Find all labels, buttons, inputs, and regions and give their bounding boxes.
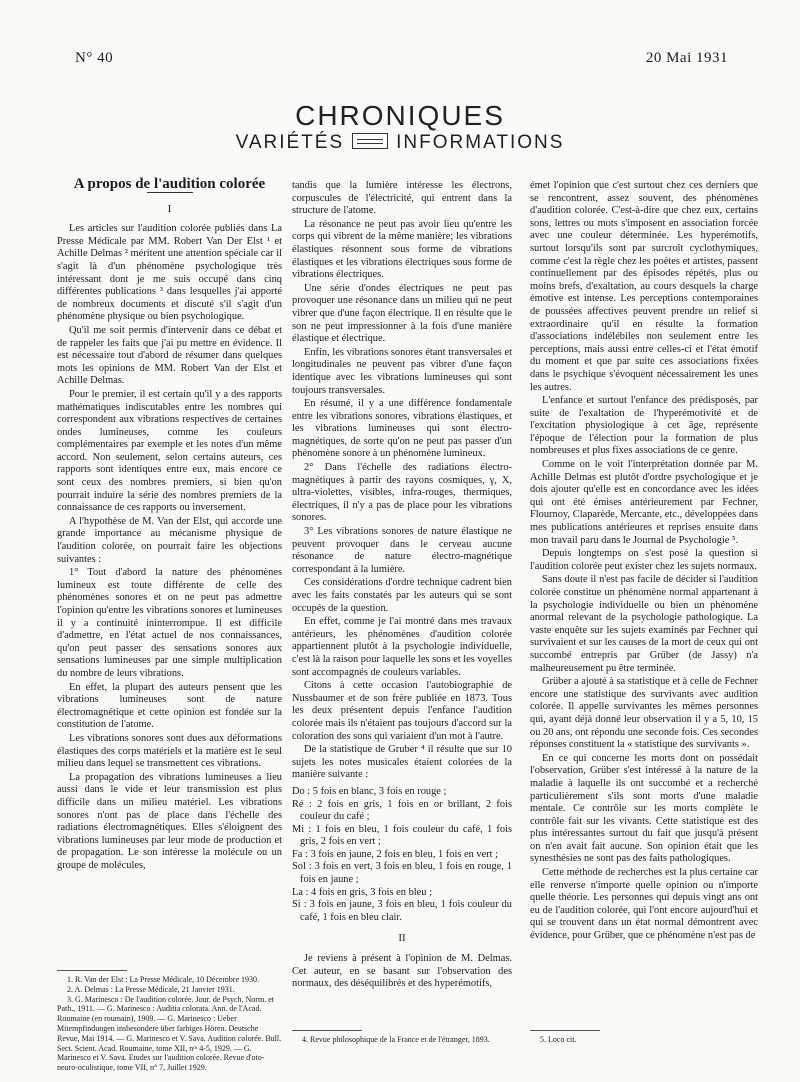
paragraph: En effet, la plupart des auteurs pensent que les vibrations lumineuses sont de nature électromagnétique et cette opinion est fondée sur la constitution de l'atome. <box>57 681 282 731</box>
footnote: 3. G. Marinesco : De l'audition colorée. Jour. de Psych. Norm. et Path., 1911. — G. Marinesco : Auditia colorata. Ann. de l'Acad. Roumaine (en roumain), 1909. — G. Marinesco : Ueber Mitempfindungen insbesondere über farbiges Hören. Deutsche Revue, Mai 1914. — G. Marinesco et V. Sava. Audition colorée. Bull. Sect. Scient. Acad. Roumaine, tome XII, nᵒˢ 4-5, 1929. — G. Marinesco et V. Sava. Etudes sur l'audition colorée. Revue d'oto-neuro-oculistique, tome VII, n° 7, Juillet 1929. <box>57 994 282 1073</box>
column-3 <box>530 180 758 944</box>
paragraph: Les articles sur l'audition colorée publiés dans La Presse Médicale par MM. Robert Van Der Elst ¹ et Achille Delmas ² méritent une attention spéciale car il s'agit là d'un phénomène psychologique très intéressant dont je me suis occupé dans cinq différentes publications ³ dans lesquelles j'ai apporté de nombreux documents et discuté s'il s'agit d'un phénomène physique ou bien psychologique. <box>57 223 282 323</box>
masthead-varietes: VARIÉTÉS <box>235 132 345 153</box>
list-item: Si : 3 fois en jaune, 3 fois en bleu, 1 fois couleur du café, 1 fois en bleu clair. <box>292 899 512 923</box>
paragraph: L'enfance et surtout l'enfance des prédisposés, par suite de l'exaltation de l'hyperémotivité et de l'excitation physiologique à cet âge, représente l'époque de l'élection pour la formation de plus nombreuses et plus fixes associations de ce genre. <box>530 395 758 457</box>
paragraph: Qu'il me soit permis d'intervenir dans ce débat et de rappeler les faits que j'ai pu mettre en évidence. Il est nécessaire tout d'abord de résumer dans quelques mots les opinions de MM. Robert Van der Elst et Achille Delmas. <box>57 324 282 387</box>
paragraph: 3° Les vibrations sonores de nature élastique ne peuvent provoquer dans le cerveau aucune résonance de nature électro-magnétique correspondant à la lumière. <box>292 526 512 575</box>
column-2 <box>292 180 512 992</box>
masthead-informations: INFORMATIONS <box>396 132 565 153</box>
paragraph: Je reviens à présent à l'opinion de M. Delmas. Cet auteur, en se basant sur l'observation des normaux, des déséquilibrés et des hyperémotifs, <box>292 953 512 990</box>
paragraph: 1° Tout d'abord la nature des phénomènes lumineux est toute différente de celle des phénomènes sonores et on ne peut pas admettre l'opinion qu'entre les vibrations sonores et lumineuses il y a continuité ininterrompue. Il est difficile d'admettre, en l'état actuel de nos connaissances, qu'on peut passer des sensations sonores aux sensations lumineuses par une simple multiplication du nombre de leurs vibrations. <box>57 567 282 679</box>
masthead-subtitle <box>0 132 800 154</box>
list-item: Fa : 3 fois en jaune, 2 fois en bleu, 1 fois en vert ; <box>292 848 499 860</box>
paragraph: Citons à cette occasion l'autobiographie de Nussbaumer et de son frère publiée en 1873. Tous les deux présentent depuis l'enfance l'audition colorée mais ils n'étaient pas toujours d'accord sur la coloration des sons qui variaient d'un mot à l'autre. <box>292 680 512 742</box>
column-2-body-after <box>292 953 512 991</box>
footnote-rule <box>292 1030 362 1031</box>
list-item: La : 4 fois en gris, 3 fois en bleu ; <box>292 886 432 898</box>
ornament-icon <box>352 133 388 149</box>
article-title: A propos de l'audition colorée <box>73 176 266 192</box>
section-heading-2: II <box>398 932 406 945</box>
column-1-body <box>57 223 282 872</box>
footnotes-column-2 <box>292 1030 512 1045</box>
issue-number: N° 40 <box>75 50 114 66</box>
paragraph: Comme on le voit l'interprétation donnée par M. Achille Delmas est plutôt d'ordre psychologique et je dois ajouter qu'elle est en concordance avec les idées qui ont été émises antérieurement par Fechner, Flournoy, Claparède, Mercante, etc., développées dans mes publications antérieures et reprises ensuite dans mon travail paru dans le Journal de Psychologie ⁵. <box>530 459 758 546</box>
paragraph: En ce qui concerne les morts dont on possédait l'observation, Grüber s'est intéressé à la nature de la maladie à laquelle ils ont succombé et a recherché particulièrement s'ils sont morts d'une maladie mentale. Ce contrôle sur les morts complète le contrôle fait sur les vivants. Cette statistique est des plus intéressantes surtout du fait que jusqu'à présent on n'en avait fait aucune. Son opinion était que les synesthésies ne sont pas des faits pathologiques. <box>530 752 758 865</box>
paragraph: De la statistique de Gruber ⁴ il résulte que sur 10 sujets les notes musicales étaient colorées de la manière suivante : <box>292 744 512 781</box>
paragraph: Enfin, les vibrations sonores étant transversales et longitudinales ne peuvent pas vibrer d'une façon identique avec les vibrations lumineuses qui sont toujours transversales. <box>292 346 512 396</box>
paragraph: 2° Dans l'échelle des radiations électro-magnétiques à partir des rayons cosmiques, γ, X, ultra-violettes, visibles, infra-rouges, thermiques, électriques, il n'y a pas de place pour les vibrations sonores. <box>292 462 512 524</box>
paragraph: Depuis longtemps on s'est posé la question si l'audition colorée peut exister chez les sujets normaux. <box>530 548 758 572</box>
list-item: Ré : 2 fois en gris, 1 fois en or brillant, 2 fois couleur du café ; <box>292 798 512 823</box>
list-item: Mi : 1 fois en bleu, 1 fois couleur du café, 1 fois gris, 2 fois en vert ; <box>292 823 512 848</box>
paragraph: Les vibrations sonores sont dues aux déformations élastiques des corps matériels et la matière est le seul milieu dans lequel se transmettent ces vibrations. <box>57 732 282 770</box>
footnote: 4. Revue philosophique de la France et de l'étranger, 1893. <box>302 1035 490 1044</box>
paragraph: Cette méthode de recherches est la plus certaine car elle renverse n'importe quelle opinion ou n'importe quelle théorie. Les personnes qui depuis vingt ans ont eu de l'audition colorée, qui l'ont encore aujourd'hui et qui se trouvent dans un état normal démontrent avec évidence, pour Grüber, que ce phénomène n'est pas de <box>530 867 758 942</box>
footnote: 5. Loco cit. <box>540 1035 577 1044</box>
paragraph: La propagation des vibrations lumineuses a lieu aussi dans le vide et leur transmission est plus difficile dans un milieu matériel. Les vibrations sonores n'ont pas de place dans l'échelle des radiations électromagnétiques. Elles s'éloignent des vibrations lumineuses par leur mode de production et de propagation. Le son intéresse la molécule ou un groupe de molécules, <box>57 771 282 871</box>
issue-date: 20 Mai 1931 <box>645 50 728 66</box>
footnote: 2. A. Delmas : La Presse Médicale, 21 Janvier 1931. <box>67 984 235 994</box>
list-item: Sol : 3 fois en vert, 3 fois en bleu, 1 fois en rouge, 1 fois en jaune ; <box>292 861 512 886</box>
paragraph: Ces considérations d'ordre technique cadrent bien avec les faits constatés par les auteurs qui se sont occupés de la question. <box>292 577 512 614</box>
paragraph: Une série d'ondes électriques ne peut pas provoquer une résonance dans un milieu qui ne peut vibrer que d'une façon électrique. Il en résulte que le son ne peut impressionner à la fois d'une manière élastique et électrique. <box>292 282 512 345</box>
paragraph: Sans doute il n'est pas facile de décider si l'audition colorée constitue un phénomène normal appartenant à la psychologie individuelle ou bien un phénomène anormal relevant de la psychologie pathologique. La vaste enquête sur les sujets examinés par Fechner qui survivaient et sur les causes de la mort de ceux qui ont succombé entrepris par Grüber (de Jassy) n'a malheureusement pu être terminée. <box>530 574 758 674</box>
paragraph: En effet, comme je l'ai montré dans mes travaux antérieurs, les phénomènes d'audition colorée appartiennent plutôt à la psychologie individuelle, c'est là la raison pour laquelle les sons et les voyelles sont accompagnés de couleurs variables. <box>292 616 513 678</box>
masthead-title: CHRONIQUES <box>295 100 505 131</box>
paragraph: A l'hypothèse de M. Van der Elst, qui accorde une grande importance au mécanisme physique de l'audition colorée, on pourrait faire les objections suivantes : <box>57 515 282 565</box>
footnotes-column-1 <box>57 970 282 1073</box>
paragraph: Grüber a ajouté à sa statistique et à celle de Fechner encore une statistique des survivants avec audition colorée. Il appelle survivantes les mêmes personnes qui, ayant déjà donné leur observation il y a 5, 10, 15 ou 20 ans, ont répondu une seconde fois. Ces secondes réponses constituent la « statistique des survivants ». <box>530 676 758 751</box>
column-2-body <box>292 180 512 782</box>
footnotes-column-3 <box>530 1030 758 1045</box>
paragraph: tandis que la lumière intéresse les électrons, corpuscules de l'électricité, qui entrent dans la structure de l'atome. <box>292 180 512 217</box>
footnote-rule <box>530 1030 600 1031</box>
color-notes-list <box>292 786 512 925</box>
list-item: Do : 5 fois en blanc, 3 fois en rouge ; <box>292 785 447 797</box>
footnote-rule <box>57 970 127 971</box>
paragraph: La résonance ne peut pas avoir lieu qu'entre les corps qui vibrent de la même manière; les vibrations élastiques résonnent sous forme de vibrations élastiques et les vibrations électriques sous forme de vibrations électriques. <box>292 218 512 281</box>
paragraph: En résumé, il y a une différence fondamentale entre les vibrations sonores, vibrations élastiques, et les vibrations lumineuses qui sont électro-magnétiques, de sorte qu'on ne peut pas passer d'un phénomène sonore à un phénomène lumineux. <box>292 398 512 460</box>
column-3-body <box>530 180 758 943</box>
paragraph: émet l'opinion que c'est surtout chez ces derniers que se rencontrent, assez souvent, des phénomènes d'audition colorée. C'est-à-dire que chez eux, certains sons, lettres ou mots s'imposent en association forcée avec une couleur déterminée. Les hyperémotifs, surtout lorsqu'ils sont par surcroît cyclothymiques, comme c'est la règle chez les poètes et artistes, passent continuellement par des épisodes répétés, plus ou moins brefs, d'exaltation, au cours desquels la charge émotive est intense. Les perceptions contemporaines de poussées affectives peuvent prendre un relief si extraordinaire qu'il en résulte la formation d'associations indélébiles non seulement entre les perceptions, mais aussi entre celles-ci et l'état émotif du moment et que par suite ces associations fixées dans le psychique s'évoquent nécessairement les unes les autres. <box>530 180 758 393</box>
paragraph: Pour le premier, il est certain qu'il y a des rapports mathématiques indiscutables entre les nombres qui correspondent aux vibrations respectives de certaines ondes lumineuses, comme les couleurs complémentaires par exemple et les notes d'un même accord. Non seulement, selon certains auteurs, ces rapports sont identiques entre eux, mais encore ce sont ceux des nombres premiers, si bien qu'on pourrait induire la série des nombres premiers de la connaissance de ces rapports ou inversement. <box>57 388 282 514</box>
column-1 <box>57 178 282 873</box>
section-heading-1: I <box>167 202 172 215</box>
footnote: 1. R. Van der Elst : La Presse Médicale, 10 Décembre 1930. <box>67 975 260 984</box>
